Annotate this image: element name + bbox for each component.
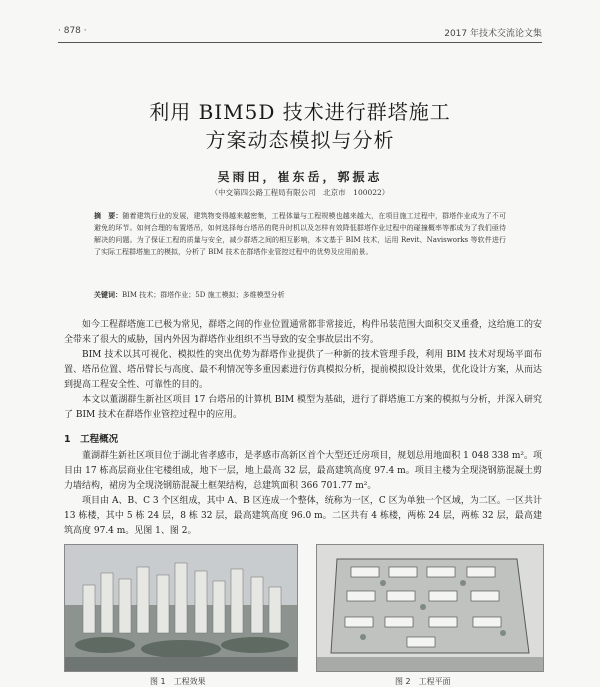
keywords-label: 关键词： (94, 291, 122, 299)
intro-paragraph: 本文以董湖群生新社区项目 17 台塔吊的计算机 BIM 模型为基础，进行了群塔施工方案的模拟与分析，并深入研究了 BIM 技术在群塔作业管控过程中的应用。 (64, 395, 542, 420)
figure-1-caption: 图 1 工程效果 (150, 677, 206, 686)
section-paragraph: 项目由 A、B、C 3 个区组成，其中 A、B 区连成一个整体，统称为一区，C 区为单独一个区域，为二区。一区共计 13 栋楼，其中 5 栋 24 层，8 栋 32 层，最高建筑高度 96.0 m。二区共有 4 栋楼，两栋 24 层，两栋 32 层，最高建筑高度 97.4 m。见图 1、图 2。 (64, 496, 542, 536)
introduction (64, 318, 542, 423)
affiliation: （中交第四公路工程局有限公司 北京市 100022） (210, 188, 390, 197)
header-rule (58, 42, 542, 43)
figure-1-rendering (64, 544, 298, 672)
paper-title (60, 98, 540, 154)
abstract-text: 随着建筑行业的发展，建筑物变得越来越密集，工程体量与工程规模也越来越大，在项目施工过程中，群塔作业成为了不可避免的环节。如何合理的布置塔吊，如何选择每台塔吊的爬升时机以及怎样有效降低群塔作业过程中的碰撞概率等都成为了我们亟待解决的问题。为了保证工程的质量与安全，减少群塔之间的相互影响，本文基于 BIM 技术，运用 Revit、Navisworks 等软件进行了实际工程群塔施工的模拟，分析了 BIM 技术在群塔作业管控过程中的优势及应用前景。 (94, 212, 506, 256)
keywords-text: BIM 技术；群塔作业；5D 施工模拟；多维模型分析 (122, 291, 285, 299)
title-line-1: 利用 BIM5D 技术进行群塔施工 (149, 100, 451, 124)
section-body (64, 449, 542, 539)
abstract (94, 210, 506, 258)
journal-name: 2017 年技术交流论文集 (444, 29, 542, 39)
authors: 吴雨田，崔东岳，郭振志 (217, 170, 383, 184)
site-plan-image (317, 545, 543, 671)
figure-2-caption: 图 2 工程平面 (395, 677, 451, 686)
title-line-2: 方案动态模拟与分析 (205, 128, 395, 152)
figure-2-site-plan (316, 544, 544, 672)
running-header (58, 26, 542, 40)
section-heading: 1 工程概况 (64, 434, 119, 445)
page-number: · 878 · (58, 26, 87, 36)
keywords (94, 290, 506, 300)
abstract-label: 摘 要： (94, 212, 123, 220)
intro-paragraph: 如今工程群塔施工已极为常见，群塔之间的作业位置通常都非常接近，构件吊装范围大面积交叉重叠，这给施工的安全带来了很大的威胁，国内外因为群塔作业组织不当导致的安全事故层出不穷。 (64, 320, 542, 345)
section-paragraph: 董湖群生新社区项目位于湖北省孝感市，是孝感市高新区首个大型还迁房项目，规划总用地面积 1 048 338 m²。项目由 17 栋高层商业住宅楼组成，地下一层，地上最高 32 层，最高建筑高度 97.4 m。项目主楼为全现浇钢筋混凝土剪力墙结构，裙房为全现浇钢筋混凝土框架结构，总建筑面积 366 701.77 m²。 (64, 451, 542, 491)
intro-paragraph: BIM 技术以其可视化、模拟性的突出优势为群塔作业提供了一种新的技术管理手段，利用 BIM 技术对现场平面布置、塔吊位置、塔吊臂长与高度、最不利情况等多重因素进行仿真模拟分析，提前模拟设计效果，优化设计方案，从而达到提高工程安全性、可靠性的目的。 (64, 350, 542, 390)
project-rendering-image (65, 545, 297, 671)
